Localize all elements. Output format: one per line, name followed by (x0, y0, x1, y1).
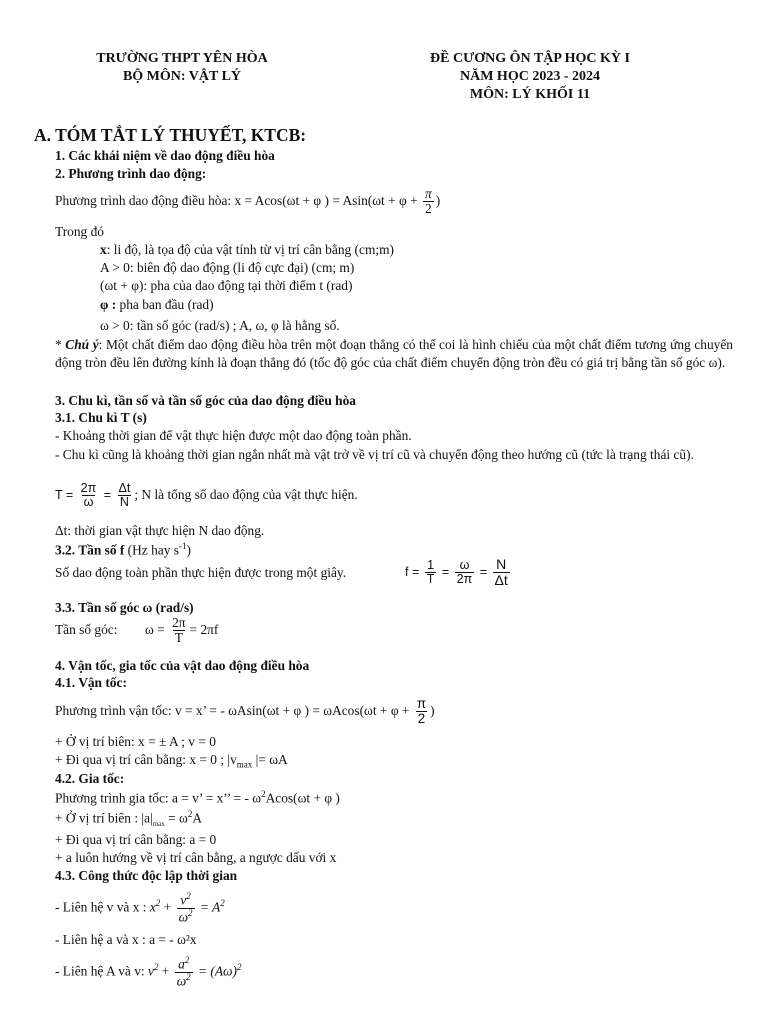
heading-2: 2. Phương trình dao động: (55, 166, 207, 181)
school-year: NĂM HỌC 2023 - 2024 (460, 69, 600, 84)
def-a-symbol: A > 0 (100, 260, 130, 275)
department-name: BỘ MÔN: VẬT LÝ (122, 69, 242, 84)
dt-definition: Δt: thời gian vật thực hiện N dao động. (55, 523, 265, 538)
period-formula-note: ; N là tổng số dao động của vật thực hiện. (134, 487, 358, 503)
fraction-omega-2pi (455, 559, 475, 587)
frequency-unit-exp: -1 (179, 541, 187, 551)
def-x-symbol: x (100, 242, 107, 257)
exp-2: 2 (184, 955, 190, 965)
fraction-numerator: 2π (172, 615, 186, 630)
fraction-pi-over-2 (423, 187, 434, 217)
angular-frequency-text: Tần số góc: (55, 622, 118, 637)
amax-subscript: max (152, 820, 165, 829)
velocity-equation-close: ) (430, 702, 435, 718)
angular-frequency-line (55, 622, 117, 637)
fraction-denominator: T (174, 630, 183, 646)
omega-squared-exp-2: 2 (187, 809, 193, 819)
exp-2: 2 (186, 971, 191, 982)
note-label: Chú ý (65, 337, 99, 352)
fraction-a2-omega2 (175, 956, 193, 989)
heading-4-1: 4.1. Vận tốc: (55, 675, 127, 690)
equation-motion (55, 187, 440, 217)
fraction-numerator (178, 892, 192, 908)
independent-relation-2: - Liên hệ a và x : a = - ω²x (55, 932, 197, 947)
heading-3: 3. Chu kì, tần số và tần số góc của dao động điều hòa (55, 393, 356, 408)
def-phi (100, 297, 214, 312)
frequency-def-text: Số dao động toàn phần thực hiện được trong một giây. (55, 565, 347, 580)
fraction-2pi-omega (79, 482, 99, 510)
acceleration-bullet-1-tail: A (192, 810, 203, 826)
note-prefix: * (55, 337, 66, 352)
fraction-denominator (175, 972, 193, 989)
fraction-denominator: 2π (456, 571, 473, 586)
acceleration-bullet-1-text: + Ở vị trí biên : |a| (55, 810, 153, 826)
fraction-numerator: 1 (427, 557, 435, 572)
fraction-numerator: π (425, 186, 432, 201)
fraction-denominator: ω (83, 495, 94, 510)
fraction-numerator: π (416, 696, 427, 711)
fraction-numerator: N (496, 556, 507, 572)
relation-3-rhs: = (Aω) (198, 963, 237, 979)
acceleration-bullet-1 (55, 809, 202, 828)
fraction-numerator-base: v (180, 892, 187, 908)
fraction-denominator-base: ω (178, 909, 189, 924)
fraction-pi-over-2-velocity (415, 697, 428, 727)
trong-do-label: Trong đó (55, 224, 104, 239)
plus-sign: + (160, 899, 172, 915)
def-omega (100, 318, 340, 333)
acceleration-bullet-1-mid: = ω (164, 810, 188, 826)
fraction-denominator: Δt (494, 571, 508, 588)
omega-squared-exp: 2 (261, 789, 266, 799)
velocity-bullet-2-tail: |= ωA (252, 752, 288, 767)
acceleration-equation-tail: Acos(ωt + φ ) (265, 790, 340, 806)
velocity-equation (55, 697, 435, 727)
heading-3-3: 3.3. Tần số góc ω (rad/s) (55, 600, 194, 615)
def-a (100, 260, 354, 275)
exp-2: 2 (153, 961, 159, 972)
fraction-numerator-base: a (178, 956, 185, 972)
fraction-denominator: 2 (425, 201, 432, 217)
exp-2: 2 (186, 891, 191, 901)
frequency-formula (405, 557, 512, 588)
def-phase-symbol: (ωt + φ) (100, 278, 144, 293)
heading-3-1: 3.1. Chu kì T (s) (55, 410, 147, 425)
relation-3-label: - Liên hệ A và v: (55, 963, 145, 979)
exp-2: 2 (155, 897, 161, 908)
exp-2: 2 (188, 907, 193, 918)
def-a-text: : biên độ dao động (li độ cực đại) (cm; m) (129, 260, 355, 275)
angular-frequency-tail: = 2πf (189, 621, 219, 637)
fraction-1-t (425, 559, 437, 587)
velocity-bullet-2-text: + Đi qua vị trí cân bằng: x = 0 ; |v (55, 752, 237, 767)
exp-2: 2 (220, 897, 225, 908)
acceleration-bullet-3: + a luôn hướng về vị trí cân bằng, a ngược dấu với x (55, 850, 337, 865)
period-def-1: - Khoảng thời gian để vật thực hiện được một dao động toàn phần. (55, 428, 412, 443)
heading-3-2 (55, 541, 191, 558)
period-lhs: T = (55, 488, 74, 503)
fraction-2pi-t (170, 616, 187, 646)
velocity-bullet-2 (55, 752, 288, 770)
frequency-line (55, 565, 346, 580)
relation-1-rhs: = A (199, 899, 221, 915)
fraction-denominator: N (119, 495, 129, 510)
angular-frequency-lhs: ω = (145, 621, 165, 637)
fraction-numerator: ω (459, 557, 470, 572)
fraction-dt-n (117, 482, 133, 510)
plus-sign: + (158, 963, 170, 979)
def-phi-symbol: φ : (100, 297, 117, 312)
acceleration-equation-text: Phương trình gia tốc: a = v’ = x’’ = - ω (55, 790, 262, 806)
fraction-numerator (176, 956, 191, 972)
vmax-subscript: max (236, 759, 253, 770)
relation-1-x: x (149, 899, 156, 915)
fraction-denominator-base: ω (176, 973, 187, 988)
angular-frequency-formula (145, 616, 218, 646)
velocity-equation-text: Phương trình vận tốc: v = x’ = - ωAsin(ωt + φ ) = ωAcos(ωt + φ + (55, 702, 410, 718)
heading-4: 4. Vận tốc, gia tốc của vật dao động điều hòa (55, 658, 310, 673)
def-phi-text: pha ban đầu (rad) (116, 297, 214, 312)
def-phase (100, 278, 352, 293)
fraction-numerator: Δt (118, 481, 131, 495)
relation-1-label: - Liên hệ v và x : (55, 899, 147, 915)
fraction-denominator (177, 908, 195, 925)
heading-4-3: 4.3. Công thức độc lập thời gian (55, 868, 238, 883)
fraction-denominator: 2 (417, 711, 426, 727)
def-omega-text: : tần số góc (rad/s) ; A, ω, φ là hằng số. (129, 318, 340, 333)
note-paragraph (55, 336, 733, 372)
equals-sign: = (479, 564, 488, 579)
def-omega-symbol: ω > 0 (100, 318, 130, 333)
doc-title: ĐỀ CƯƠNG ÔN TẬP HỌC KỲ I (430, 51, 630, 66)
fraction-n-dt (493, 557, 510, 588)
note-text: : Một chất điểm dao động điều hòa trên một đoạn thẳng có thể coi là hình chiếu của một chất điểm tương ứng chuyển động tròn đều lên đường kính là đoạn thẳng đó (tốc độ góc của chất điểm chuyển động tròn đều có giá trị bằng tần số góc ω). (55, 337, 734, 370)
fraction-denominator: T (426, 571, 435, 586)
subject-title: MÔN: LÝ KHỐI 11 (469, 87, 591, 102)
fraction-v2-omega2 (177, 892, 195, 925)
independent-relation-3 (55, 956, 241, 989)
heading-3-2-label: 3.2. Tần số f (55, 542, 125, 558)
frequency-lhs: f = (405, 564, 420, 579)
exp-2: 2 (236, 961, 242, 972)
equals-sign: = (103, 488, 112, 503)
independent-relation-1 (55, 892, 225, 925)
frequency-unit-close: ) (186, 542, 191, 558)
relation-3-v: v (147, 963, 154, 979)
equals-sign: = (441, 564, 450, 579)
heading-4-2: 4.2. Gia tốc: (55, 771, 125, 786)
equation-close: ) (435, 192, 441, 208)
period-formula (55, 482, 358, 510)
def-x-text: : li độ, là tọa độ của vật tính từ vị trí cân bằng (cm;m) (106, 242, 394, 257)
equation-motion-text: Phương trình dao động điều hòa: x = Acos(ωt + φ ) = Asin(ωt + φ + (55, 192, 418, 208)
heading-1: 1. Các khái niệm về dao động điều hòa (55, 148, 275, 163)
velocity-bullet-1: + Ở vị trí biên: x = ± A ; v = 0 (55, 734, 216, 749)
school-name: TRƯỜNG THPT YÊN HÒA (96, 51, 268, 66)
fraction-numerator: 2π (80, 481, 97, 495)
section-a-heading: A. TÓM TẮT LÝ THUYẾT, KTCB: (34, 125, 307, 145)
def-phase-text: : pha của dao động tại thời điểm t (rad) (143, 278, 353, 293)
def-x (100, 242, 394, 257)
acceleration-equation (55, 789, 340, 806)
acceleration-bullet-2: + Đi qua vị trí cân bằng: a = 0 (55, 832, 217, 847)
period-def-2: - Chu kì cũng là khoảng thời gian ngắn nhất mà vật trở về vị trí cũ và chuyển động theo hướng cũ (tức là trạng thái cũ). (55, 447, 694, 462)
frequency-unit: (Hz hay s (124, 542, 179, 558)
